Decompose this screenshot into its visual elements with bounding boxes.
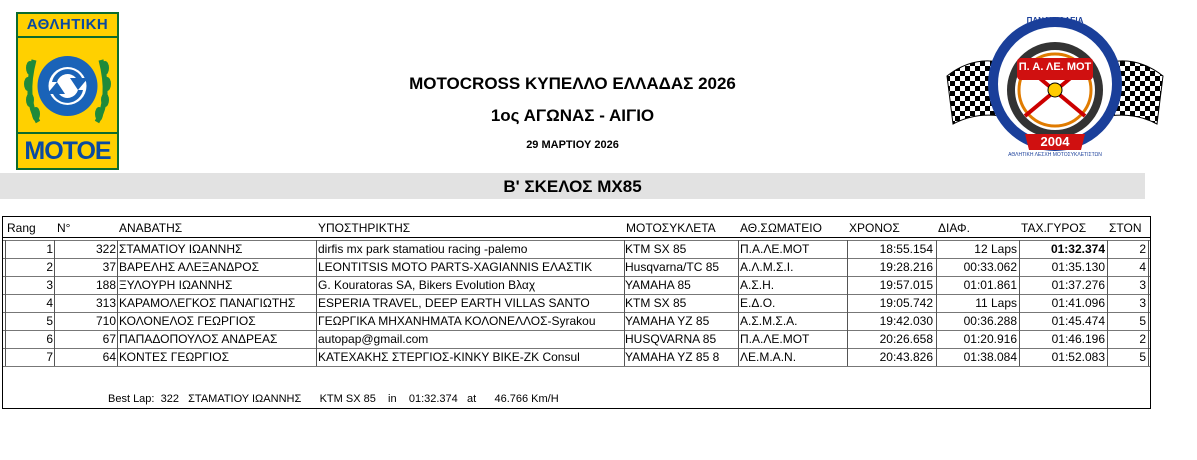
cell-no: 67 bbox=[102, 332, 116, 346]
column-divider bbox=[5, 240, 6, 366]
best-lap-summary: Best Lap: 322 ΣΤΑΜΑΤΙΟΥ ΙΩΑΝΝΗΣ KTM SX 85 in 01:32.374 at 46.766 Km/H bbox=[108, 393, 559, 405]
cell-rang: 6 bbox=[46, 332, 53, 346]
column-divider bbox=[1019, 240, 1020, 366]
col-rang: Rang bbox=[7, 221, 36, 235]
table-header bbox=[3, 217, 1150, 237]
cell-diff: 01:20.916 bbox=[963, 332, 1017, 346]
club-logo-year: 2004 bbox=[1040, 134, 1070, 149]
cell-time: 19:28.216 bbox=[879, 260, 933, 274]
cell-rider: ΒΑΡΕΛΗΣ ΑΛΕΞΑΝΔΡΟΣ bbox=[119, 260, 260, 274]
cell-sponsor: ΓΕΩΡΓΙΚΑ ΜΗΧΑΝΗΜΑΤΑ ΚΟΛΟΝΕΛΛΟΣ-Syrakou bbox=[318, 314, 596, 328]
club-logo-top-text: ΠΑΝΑΙΓΙΑΛΕΙΑ bbox=[1026, 16, 1084, 25]
cell-rider: ΞΥΛΟΥΡΗ ΙΩΑΝΝΗΣ bbox=[119, 278, 233, 292]
cell-best: 01:35.130 bbox=[1051, 260, 1105, 274]
cell-lap: 2 bbox=[1139, 332, 1146, 346]
federation-logo-top-text: ΑΘΛΗΤΙΚΗ bbox=[16, 12, 119, 38]
cell-bike: YAMAHA YZ 85 8 bbox=[625, 350, 720, 364]
cell-sponsor: LEONTITSIS MOTO PARTS-XAGIANNIS ΕΛΑΣΤΙΚ bbox=[318, 260, 593, 274]
column-divider bbox=[54, 240, 55, 366]
col-bike: ΜΟΤΟΣΥΚΛΕΤΑ bbox=[626, 221, 716, 235]
table-row bbox=[3, 312, 1150, 329]
cell-best: 01:37.276 bbox=[1051, 278, 1105, 292]
cell-diff: 12 Laps bbox=[974, 242, 1017, 256]
cell-bike: YAMAHA 85 bbox=[625, 278, 691, 292]
cell-lap: 4 bbox=[1139, 260, 1146, 274]
cell-rang: 7 bbox=[46, 350, 53, 364]
cell-best: 01:32.374 bbox=[1050, 242, 1105, 256]
cell-rider: ΣΤΑΜΑΤΙΟΥ ΙΩΑΝΝΗΣ bbox=[119, 242, 243, 256]
table-row bbox=[3, 240, 1150, 257]
cell-time: 19:42.030 bbox=[879, 314, 933, 328]
cell-diff: 01:01.861 bbox=[963, 278, 1017, 292]
cell-diff: 00:33.062 bbox=[963, 260, 1017, 274]
cell-sponsor: autopap@gmail.com bbox=[318, 332, 429, 346]
cell-rang: 4 bbox=[46, 296, 53, 310]
event-subtitle: 1ος ΑΓΩΝΑΣ - ΑΙΓΙΟ bbox=[490, 106, 655, 125]
club-logo-ring-text: ΑΘΛΗΤΙΚΗ ΛΕΣΧΗ ΜΟΤΟΣΥΚΛΕΤΙΣΤΩΝ bbox=[1008, 152, 1102, 158]
cell-no: 322 bbox=[95, 242, 116, 256]
results-table bbox=[2, 216, 1151, 409]
column-divider bbox=[1107, 240, 1108, 366]
cell-no: 710 bbox=[95, 314, 116, 328]
cell-club: Π.Α.ΛΕ.ΜΟΤ bbox=[740, 242, 810, 256]
cell-rang: 5 bbox=[46, 314, 53, 328]
row-divider bbox=[3, 366, 1150, 367]
column-divider bbox=[738, 240, 739, 366]
cell-no: 313 bbox=[95, 296, 116, 310]
cell-bike: KTM SX 85 bbox=[625, 296, 687, 310]
cell-time: 20:26.658 bbox=[879, 332, 933, 346]
cell-club: Π.Α.ΛΕ.ΜΟΤ bbox=[740, 332, 810, 346]
cell-club: Α.Σ.Μ.Σ.Α. bbox=[740, 314, 798, 328]
cell-sponsor: dirfis mx park stamatiou racing -palemo bbox=[318, 242, 528, 256]
column-divider bbox=[936, 240, 937, 366]
cell-no: 37 bbox=[102, 260, 116, 274]
cell-lap: 5 bbox=[1139, 350, 1146, 364]
table-row bbox=[3, 294, 1150, 311]
col-time: ΧΡΟΝΟΣ bbox=[849, 221, 900, 235]
club-logo-name: Π. Α. ΛΕ. ΜΟΤ bbox=[1018, 61, 1092, 73]
cell-diff: 01:38.084 bbox=[963, 350, 1017, 364]
cell-rider: ΠΑΠΑΔΟΠΟΥΛΟΣ ΑΝΔΡΕΑΣ bbox=[119, 332, 278, 346]
cell-no: 188 bbox=[95, 278, 116, 292]
cell-lap: 2 bbox=[1139, 242, 1146, 256]
cell-best: 01:45.474 bbox=[1051, 314, 1105, 328]
cell-bike: HUSQVARNA 85 bbox=[625, 332, 717, 346]
col-sponsor: ΥΠΟΣΤΗΡΙΚΤΗΣ bbox=[318, 221, 411, 235]
cell-rang: 1 bbox=[46, 242, 53, 256]
event-title: MOTOCROSS ΚΥΠΕΛΛΟ ΕΛΛΑΔΑΣ 2026 bbox=[409, 74, 736, 93]
cell-club: Ε.Δ.Ο. bbox=[740, 296, 776, 310]
table-row bbox=[3, 348, 1150, 365]
column-divider bbox=[847, 240, 848, 366]
col-rider: ΑΝΑΒΑΤΗΣ bbox=[119, 221, 183, 235]
column-divider bbox=[1148, 240, 1149, 366]
cell-sponsor: ΚΑΤΕΧΑΚΗΣ ΣΤΕΡΓΙΟΣ-KINKY BIKE-ZK Consul bbox=[318, 350, 580, 364]
cell-sponsor: ESPERIA TRAVEL, DEEP EARTH VILLAS SANTO bbox=[318, 296, 590, 310]
cell-best: 01:52.083 bbox=[1051, 350, 1105, 364]
event-date: 29 ΜΑΡΤΙΟΥ 2026 bbox=[526, 139, 619, 151]
col-on-lap: ΣΤΟΝ bbox=[1109, 221, 1142, 235]
cell-diff: 11 Laps bbox=[975, 296, 1017, 310]
col-club: ΑΘ.ΣΩΜΑΤΕΙΟ bbox=[740, 221, 822, 235]
cell-rang: 2 bbox=[46, 260, 53, 274]
cell-diff: 00:36.288 bbox=[963, 314, 1017, 328]
cell-club: ΛΕ.Μ.Α.Ν. bbox=[740, 350, 797, 364]
col-best-lap: ΤΑΧ.ΓΥΡΟΣ bbox=[1021, 221, 1087, 235]
cell-time: 19:57.015 bbox=[879, 278, 933, 292]
cell-time: 20:43.826 bbox=[879, 350, 933, 364]
cell-lap: 5 bbox=[1139, 314, 1146, 328]
column-divider bbox=[316, 240, 317, 366]
table-row bbox=[3, 258, 1150, 275]
col-number: N° bbox=[57, 221, 71, 235]
column-divider bbox=[117, 240, 118, 366]
column-divider bbox=[624, 240, 625, 366]
cell-best: 01:41.096 bbox=[1051, 296, 1105, 310]
cell-bike: Husqvarna/TC 85 bbox=[625, 260, 720, 274]
cell-rang: 3 bbox=[46, 278, 53, 292]
cell-sponsor: G. Kouratoras SA, Bikers Evolution Βλαχ bbox=[318, 278, 536, 292]
cell-time: 18:55.154 bbox=[879, 242, 933, 256]
cell-bike: YAMAHA YZ 85 bbox=[625, 314, 710, 328]
col-diff: ΔΙΑΦ. bbox=[938, 221, 970, 235]
federation-logo-bottom-text: ΜΟΤΟΕ bbox=[16, 132, 119, 170]
cell-bike: KTM SX 85 bbox=[625, 242, 687, 256]
cell-lap: 3 bbox=[1139, 296, 1146, 310]
cell-club: Α.Λ.Μ.Σ.Ι. bbox=[740, 260, 794, 274]
header-divider bbox=[3, 237, 1150, 238]
cell-rider: ΚΑΡΑΜΟΛΕΓΚΟΣ ΠΑΝΑΓΙΩΤΗΣ bbox=[119, 296, 296, 310]
table-row bbox=[3, 330, 1150, 347]
cell-best: 01:46.196 bbox=[1051, 332, 1105, 346]
cell-club: Α.Σ.Η. bbox=[740, 278, 775, 292]
cell-lap: 3 bbox=[1139, 278, 1146, 292]
cell-rider: ΚΟΝΤΕΣ ΓΕΩΡΓΙΟΣ bbox=[119, 350, 230, 364]
cell-rider: ΚΟΛΟΝΕΛΟΣ ΓΕΩΡΓΙΟΣ bbox=[119, 314, 256, 328]
table-row bbox=[3, 276, 1150, 293]
section-title: Β' ΣΚΕΛΟΣ MX85 bbox=[503, 177, 642, 196]
cell-no: 64 bbox=[102, 350, 116, 364]
cell-time: 19:05.742 bbox=[879, 296, 933, 310]
